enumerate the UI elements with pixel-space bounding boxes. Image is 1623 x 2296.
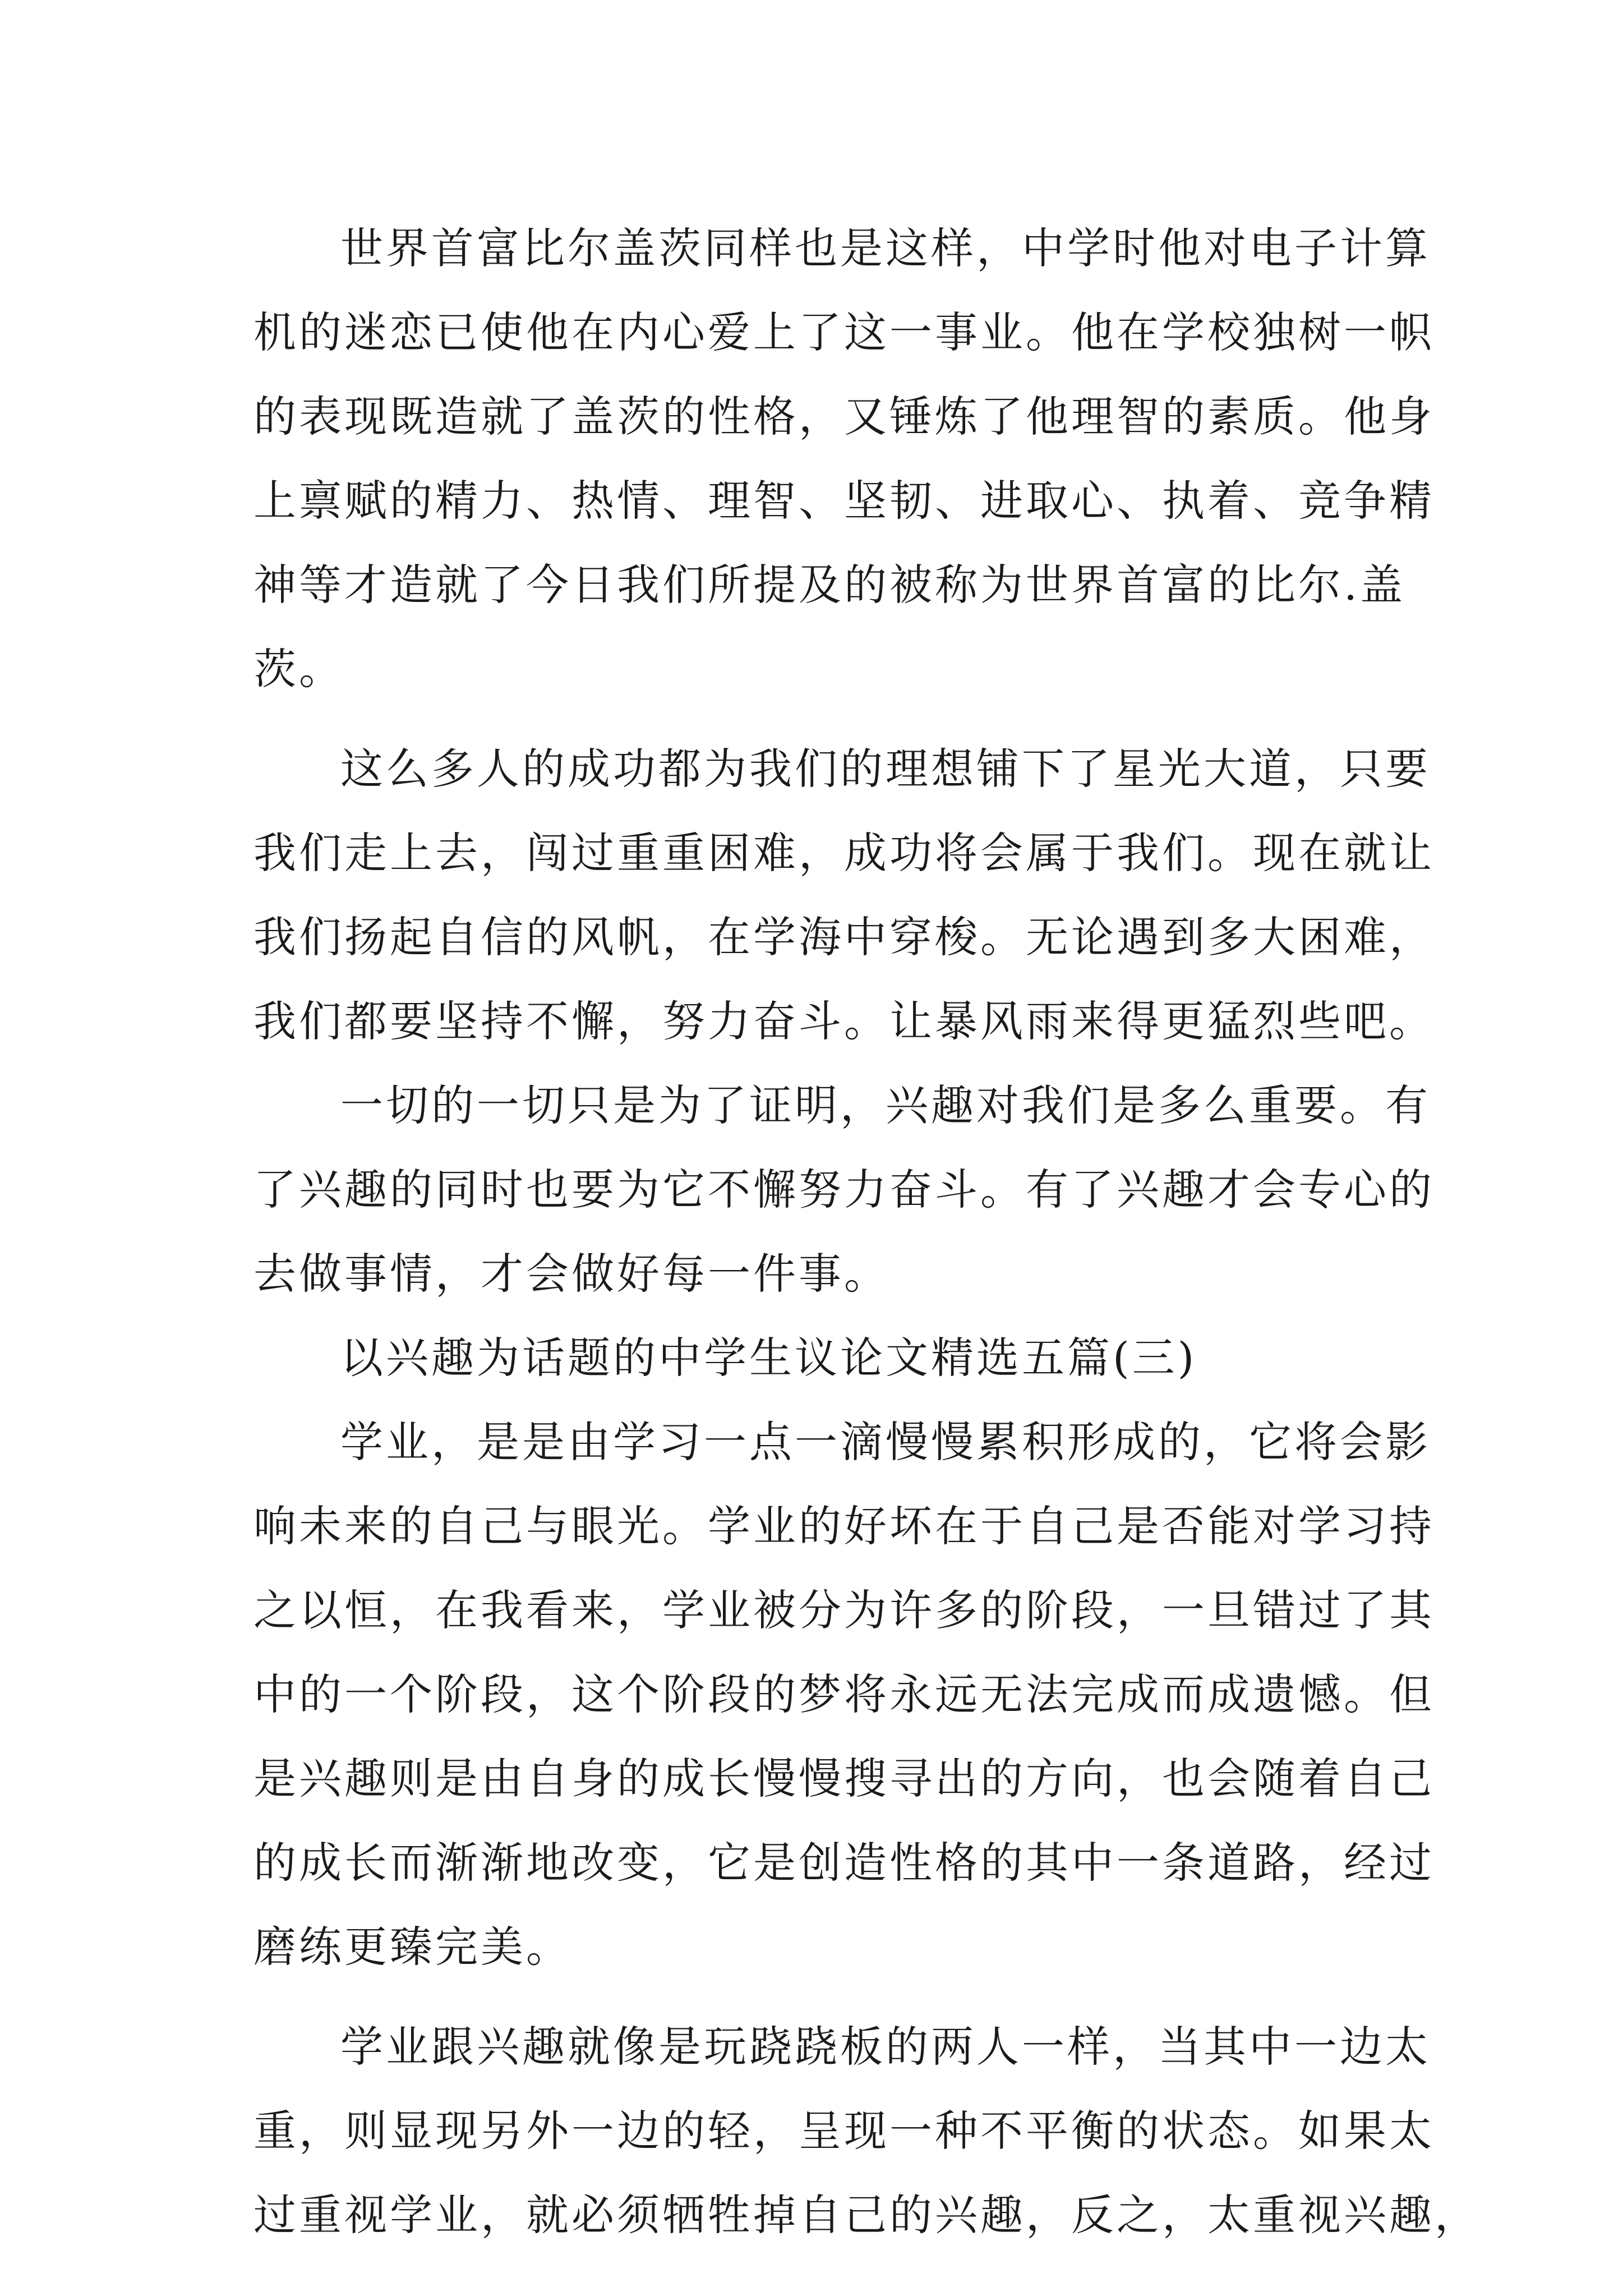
text-line: 世界首富比尔盖茨同样也是这样，中学时他对电子计算	[340, 223, 1431, 273]
text-line: 磨练更臻完美。	[253, 1922, 571, 1972]
text-line: 我们都要坚持不懈，努力奋斗。让暴风雨来得更猛烈些吧。	[253, 996, 1435, 1046]
text-line: 学业跟兴趣就像是玩跷跷板的两人一样，当其中一边太	[340, 2022, 1431, 2072]
text-line: 茨。	[253, 644, 344, 694]
text-line: 去做事情，才会做好每一件事。	[253, 1249, 889, 1299]
text-line: 一切的一切只是为了证明，兴趣对我们是多么重要。有	[340, 1080, 1431, 1130]
text-line: 过重视学业，就必须牺牲掉自己的兴趣，反之，太重视兴趣，	[253, 2190, 1480, 2240]
text-line: 是兴趣则是由自身的成长慢慢搜寻出的方向，也会随着自己	[253, 1754, 1435, 1803]
text-line: 了兴趣的同时也要为它不懈努力奋斗。有了兴趣才会专心的	[253, 1165, 1435, 1214]
text-line: 中的一个阶段，这个阶段的梦将永远无法完成而成遗憾。但	[253, 1669, 1435, 1719]
text-line: 的成长而渐渐地改变，它是创造性格的其中一条道路，经过	[253, 1838, 1435, 1888]
text-line: 神等才造就了今日我们所提及的被称为世界首富的比尔.盖	[253, 560, 1406, 610]
text-line: 响未来的自己与眼光。学业的好坏在于自己是否能对学习持	[253, 1501, 1435, 1551]
text-line: 重，则显现另外一边的轻，呈现一种不平衡的状态。如果太	[253, 2106, 1435, 2156]
text-line: 的表现既造就了盖茨的性格，又锤炼了他理智的素质。他身	[253, 392, 1435, 441]
text-line: 上禀赋的精力、热情、理智、坚韧、进取心、执着、竞争精	[253, 476, 1435, 526]
text-line: 以兴趣为话题的中学生议论文精选五篇(三)	[340, 1333, 1197, 1383]
text-line: 学业，是是由学习一点一滴慢慢累积形成的，它将会影	[340, 1417, 1431, 1467]
text-line: 这么多人的成功都为我们的理想铺下了星光大道，只要	[340, 744, 1431, 794]
text-line: 我们扬起自信的风帆，在学海中穿梭。无论遇到多大困难，	[253, 912, 1435, 962]
body-text	[253, 206, 1480, 2257]
text-line: 我们走上去，闯过重重困难，成功将会属于我们。现在就让	[253, 828, 1435, 878]
text-line: 机的迷恋已使他在内心爱上了这一事业。他在学校独树一帜	[253, 307, 1435, 357]
text-line: 之以恒，在我看来，学业被分为许多的阶段，一旦错过了其	[253, 1585, 1435, 1635]
